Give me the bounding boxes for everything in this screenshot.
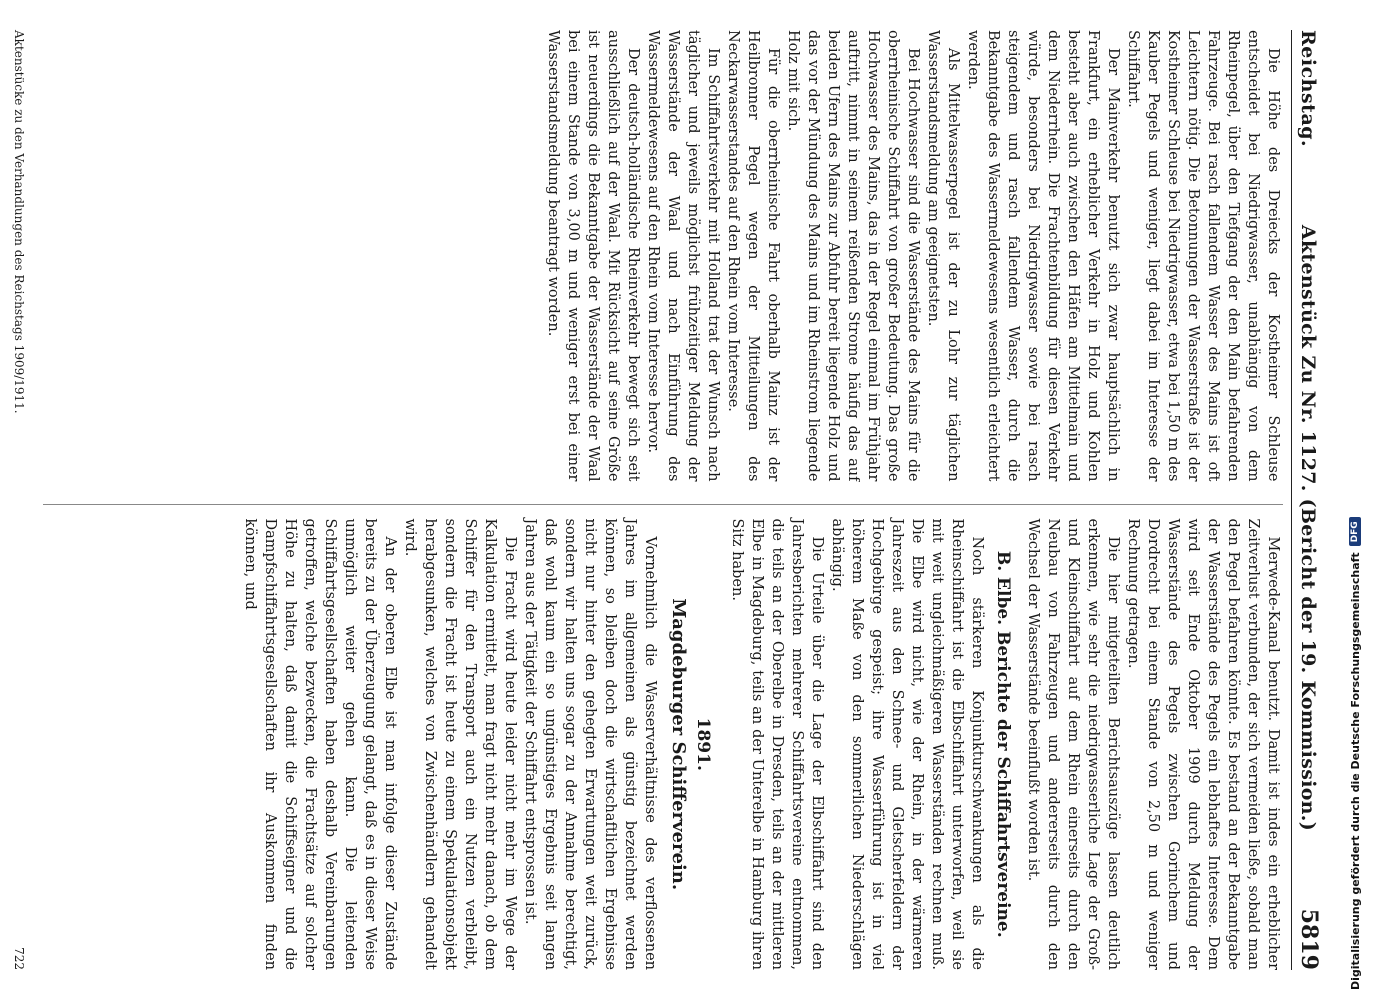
paragraph: Im Schiffahrtsverkehr mit Holland trat der Wunsch nach täglicher und jeweils möglichst frühzeitiger Meldung der Wasserstände der Waal und nach Einführung des Wassermeldewesens auf den Rhein vom Interesse hervor.	[645, 30, 721, 482]
paragraph: Noch stärkeren Konjunkturschwankungen als die Rheinschiffahrt ist die Elbschiffahrt unterworfen, weil sie mit weit ungleichmäßigeren Wasserständen rechnen muß. Die Elbe wird nicht, wie der Rhein, in der wärmeren Jahreszeit aus den Schnee- und Gletscherfeldern der Hochgebirge gespeist; ihre Wasserführung ist in viel höherem Maße von den sommerlichen Niederschlägen abhängig.	[829, 518, 985, 970]
paragraph: Der deutsch-holländische Rheinverkehr bewegt sich seit ausschließlich auf der Waal. Mit Rücksicht auf seine Größe ist neuerdings die Bekanntgabe der Wasserstände der Waal bei einem Stande von 3,00 m und weniger erst bei einer Wasserstandsmeldung beantragt worden.	[545, 30, 641, 482]
dfg-logo: DFG	[1349, 517, 1361, 546]
column-left	[43, 30, 1283, 482]
paragraph: Für die oberrheinische Fahrt oberhalb Mainz ist der Heilbronner Pegel wegen der Mitteilungen des Neckarwasserstandes auf den Rhein vom Interesse.	[725, 30, 781, 482]
paragraph: Die hier mitgeteilten Berichtsauszüge lassen deutlich erkennen, wie sehr die niedrigwasserliche Lage der Groß- und Kleinschiffahrt auf dem Rhein einerseits durch den Neubau von Fahrzeugen und andererseits durch den Wechsel der Wasserstände beeinflußt worden ist.	[1025, 518, 1121, 970]
subsection-heading: Magdeburger Schifferverein.	[668, 598, 689, 891]
paragraph: Die Höhe des Dreiecks der Kostheimer Schleuse entscheidet bei Niedrigwasser, unabhängig von dem Rheinpegel, über den Tiefgang der den Main befahrenden Fahrzeuge. Bei rasch fallendem Wasser des Mains ist oft Leichtern nötig. Die Betonnungen der Wasserstraße ist der Kostheimer Schleuse bei Niedrigwasser, etwa bei 1,50 m des Kauber Pegels und weniger, liegt dabei im Interesse der Schiffahrt.	[1125, 30, 1281, 482]
digitization-note	[1348, 0, 1362, 990]
paragraph: Merwede-Kanal benutzt. Damit ist indes ein erheblicher Zeitverlust verbunden, der sich vermeiden ließe, sobald man den Pegel befahren könnte. Es bestand an der Bekanntgabe der Wasserstände des Pegels ein lebhaftes Interesse. Dem wird seit Ende Oktober 1909 durch Meldung der Wasserstände des Pegels zwischen Gorinchem und Dordrecht bei einem Stande von 2,50 m und weniger Rechnung getragen.	[1125, 518, 1281, 970]
page-number: 5819	[1296, 908, 1322, 970]
paragraph: Bei Hochwasser sind die Wasserstände des Mains für die oberrheinische Schiffahrt von großer Bedeutung. Das große Hochwasser des Mains, das in der Regel einmal im Frühjahr auftritt, nimmt in seinem reißenden Strome häufig das auf beiden Ufern des Mains zur Abfuhr bereit liegende Holz und das vor der Mündung des Mains und im Rheinstrom liegende Holz mit sich.	[785, 30, 921, 482]
paragraph: Der Mainverkehr benutzt sich zwar hauptsächlich in Frankfurt, ein erheblicher Verkehr in Holz und Kohlen besteht aber auch zwischen den Häfen am Mittelmain und dem Niederrhein. Die Frachtenbildung für diesen Verkehr würde, besonders bei Niedrigwasser sowie bei rasch steigendem und rasch fallendem Wasser, durch die Bekanntgabe des Wassermeldewesens wesentlich erleichtert werden.	[965, 30, 1121, 482]
paragraph: An der oberen Elbe ist man infolge dieser Zustände bereits zu der Überzeugung gelangt, daß es in dieser Weise unmöglich weiter gehen kann. Die leitenden Schiffahrtsgesellschaften haben deshalb Vereinbarungen getroffen, welche bezwecken, die Frachtsätze auf solcher Höhe zu halten, daß damit die Schiffseigner und die Dampfschiffahrtsgesellschaften ihr Auskommen finden können, und	[242, 518, 398, 970]
page-header	[1291, 30, 1322, 970]
paragraph: Die Fracht wird heute leider nicht mehr im Wege der Kalkulation ermittelt, man fragt nicht mehr danach, ob dem Schiffer für den Transport auch ein Nutzen verbleibt, sondern die Fracht ist heute zu einem Spekulationsobjekt herabgesunken, welches von Zwischenhändlern gehandelt wird.	[402, 518, 518, 970]
footer-source: Aktenstücke zu den Verhandlungen des Reichstags 1909/1911.	[12, 30, 26, 414]
paragraph: Die Urteile über die Lage der Elbschiffahrt sind den Jahresberichten mehrerer Schiffahrtsvereine entnommen, die teils an der Oberelbe in Dresden, teils an der mittleren Elbe in Magdeburg, teils an der Unterelbe in Hamburg ihren Sitz haben.	[729, 518, 825, 970]
paragraph: Vornehmlich die Wasserverhältnisse des verflossenen Jahres im allgemeinen als günstig bezeichnet werden können, so bleiben doch die wirtschaftlichen Ergebnisse nicht nur hinter den gehegten Erwartungen weit zurück, sondern wir halten uns sogar zu der Annahme berechtigt, daß wohl kaum ein so ungünstiges Ergebnis seit langen Jahren aus der Tätigkeit der Schiffahrt entsprossen ist.	[522, 518, 658, 970]
column-right	[43, 504, 1283, 971]
footer-signature: 722	[12, 947, 26, 970]
paragraph: Als Mittelwasserpegel ist der zu Lohr zur täglichen Wasserstandsmeldung am geeignetsten.	[925, 30, 961, 482]
page-footer	[12, 30, 26, 970]
header-left: Reichstag.	[1297, 30, 1319, 148]
year-heading: 1891.	[693, 717, 713, 771]
section-heading: B. Elbe. Berichte der Schiffahrtsvereine.	[993, 550, 1013, 938]
header-title: Aktenstück Zu Nr. 1127. (Bericht der 19. Kommission.)	[1297, 224, 1319, 832]
digitization-text: Digitalisierung gefördert durch die Deutsche Forschungsgemeinschaft	[1348, 552, 1362, 990]
